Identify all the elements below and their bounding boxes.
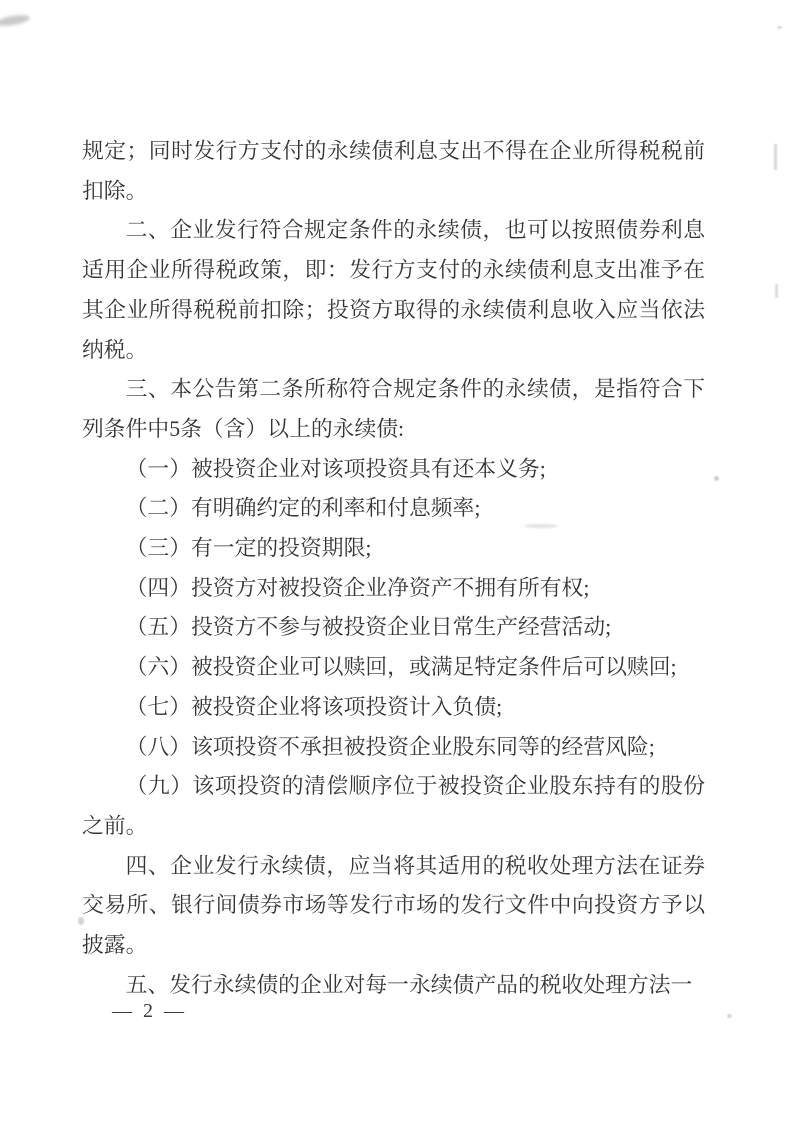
document-body: [82, 132, 705, 1005]
scan-artifact-smudge: [0, 13, 31, 28]
scan-artifact-streak: [774, 144, 777, 170]
paragraph-article-four: 四、企业发行永续债，应当将其适用的税收处理方法在证券交易所、银行间债券市场等发行市场的发行文件中向投资方予以披露。: [82, 853, 705, 958]
list-item-2: （二）有明确约定的利率和付息频率;: [125, 496, 481, 521]
scan-artifact-speck: [714, 476, 719, 481]
list-item-3: （三）有一定的投资期限;: [125, 536, 372, 561]
paragraph-continuation: 规定；同时发行方支付的永续债利息支出不得在企业所得税税前扣除。: [82, 139, 705, 203]
list-item-4: （四）投资方对被投资企业净资产不拥有所有权;: [125, 575, 590, 600]
scan-artifact-streak: [775, 284, 778, 298]
paragraph-article-five: 五、发行永续债的企业对每一永续债产品的税收处理方法一: [125, 972, 693, 997]
paragraph-article-three: 三、本公告第二条所称符合规定条件的永续债，是指符合下列条件中5条（含）以上的永续债:: [82, 377, 705, 441]
list-item-7: （七）被投资企业将该项投资计入负债;: [125, 694, 503, 719]
page-number: — 2 —: [112, 1000, 187, 1022]
list-item-8: （八）该项投资不承担被投资企业股东同等的经营风险;: [125, 734, 655, 759]
scan-artifact-speck: [777, 26, 782, 29]
list-item-1: （一）被投资企业对该项投资具有还本义务;: [125, 456, 546, 481]
list-item-6: （六）被投资企业可以赎回，或满足特定条件后可以赎回;: [125, 655, 677, 680]
list-item-5: （五）投资方不参与被投资企业日常生产经营活动;: [125, 615, 612, 640]
paragraph-article-two: 二、企业发行符合规定条件的永续债，也可以按照债券利息适用企业所得税政策，即：发行方支付的永续债利息支出准予在其企业所得税税前扣除；投资方取得的永续债利息收入应当依法纳税。: [82, 218, 705, 362]
list-item-9: （九）该项投资的清偿顺序位于被投资企业股东持有的股份之前。: [82, 774, 705, 838]
scan-artifact-speck: [727, 1014, 732, 1018]
